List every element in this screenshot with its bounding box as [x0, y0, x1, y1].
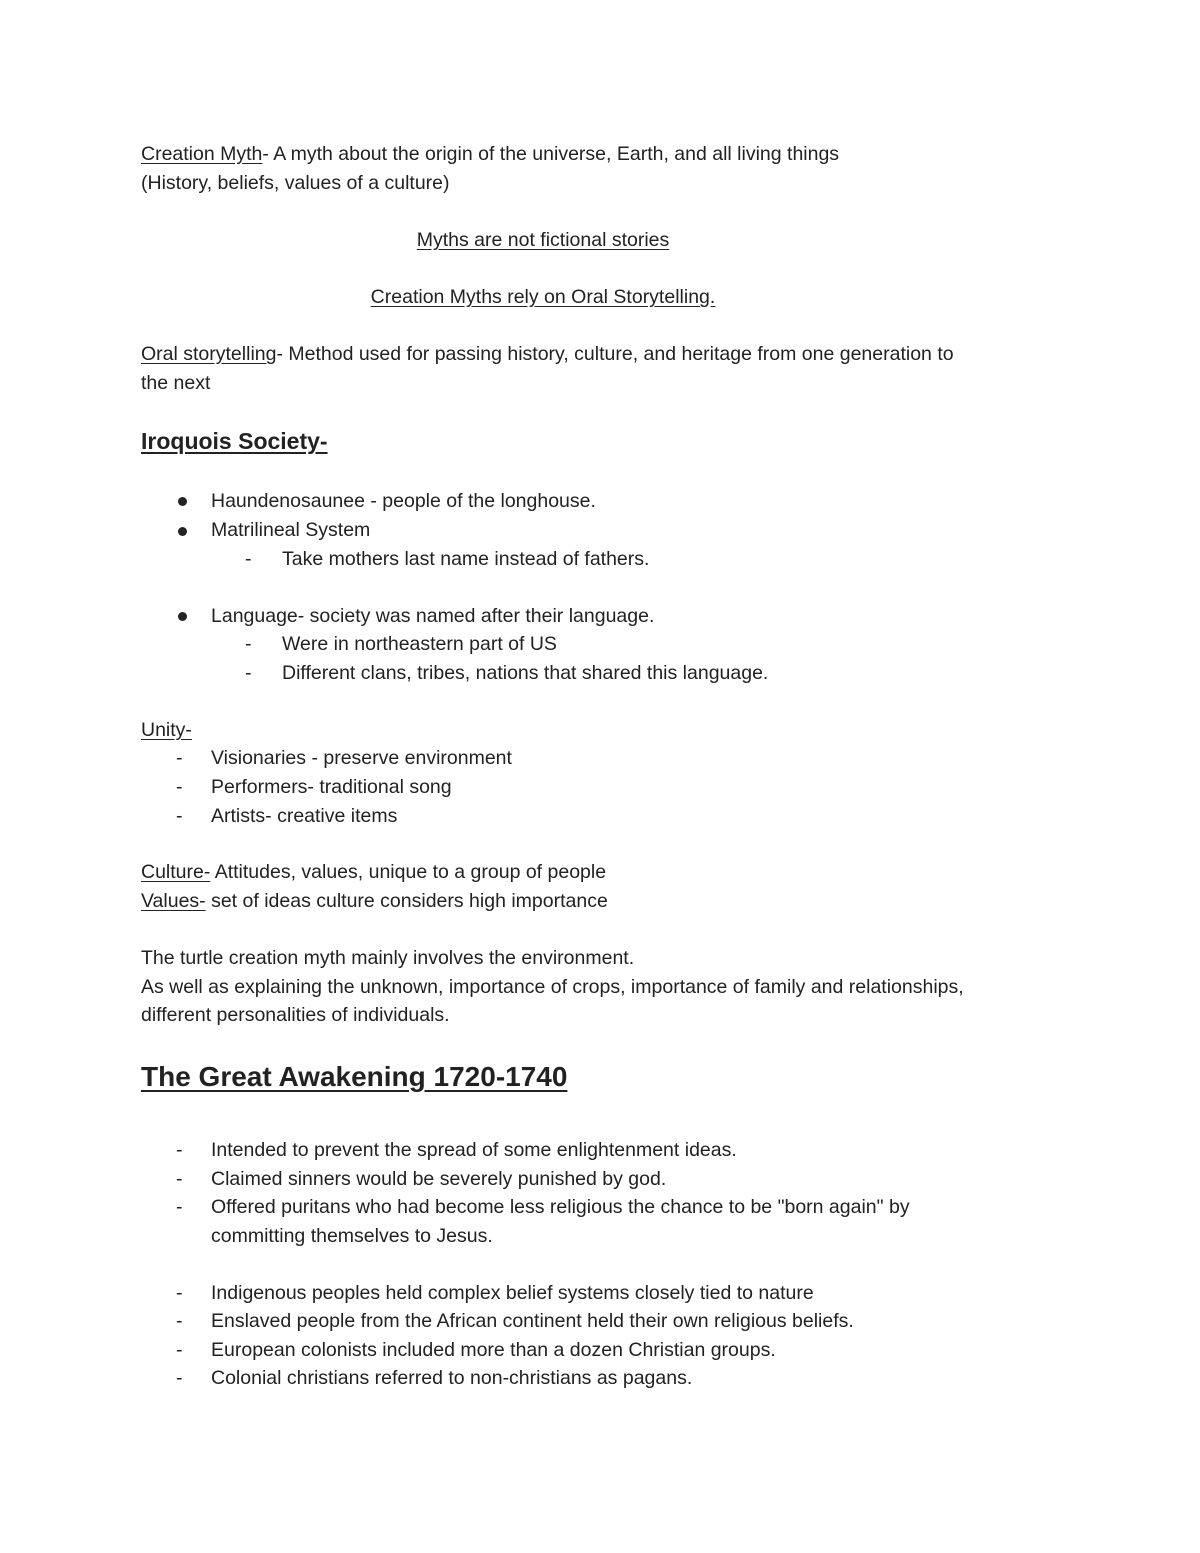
dash-icon: - — [176, 747, 183, 769]
awakening-item-5: Enslaved people from the African continent held their own religious beliefs. — [211, 1310, 854, 1332]
bullet-icon — [178, 497, 187, 506]
oral-storytelling-term: Oral storytelling — [141, 343, 277, 365]
values-term: Values- — [141, 890, 206, 912]
oral-storytelling-definition — [141, 340, 954, 368]
culture-text: Attitudes, values, unique to a group of people — [210, 861, 607, 883]
dash-icon: - — [176, 1282, 183, 1304]
awakening-item-3-continuation: committing themselves to Jesus. — [211, 1225, 493, 1247]
dash-icon: - — [176, 805, 183, 827]
iroquois-bullet-2: Matrilineal System — [211, 519, 371, 541]
dash-icon: - — [245, 662, 252, 684]
dash-icon: - — [176, 1310, 183, 1332]
language-subitem-1: Were in northeastern part of US — [282, 633, 557, 655]
unity-item-2: Performers- traditional song — [211, 776, 452, 798]
unity-item-3: Artists- creative items — [211, 805, 398, 827]
dash-icon: - — [245, 633, 252, 655]
creation-myth-term: Creation Myth — [141, 143, 263, 165]
turtle-line-1: The turtle creation myth mainly involves the environment. — [141, 947, 635, 969]
unity-item-1: Visionaries - preserve environment — [211, 747, 512, 769]
dash-icon: - — [176, 776, 183, 798]
turtle-line-3: different personalities of individuals. — [141, 1004, 450, 1026]
awakening-item-2: Claimed sinners would be severely punished by god. — [211, 1168, 667, 1190]
oral-storytelling-continuation: the next — [141, 372, 211, 394]
dash-icon: - — [176, 1139, 183, 1161]
creation-myth-definition — [141, 140, 839, 168]
values-definition — [141, 887, 608, 915]
iroquois-bullet-3: Language- society was named after their language. — [211, 605, 655, 627]
awakening-item-1: Intended to prevent the spread of some enlightenment ideas. — [211, 1139, 737, 1161]
unity-heading: Unity- — [141, 719, 192, 741]
language-subitem-2: Different clans, tribes, nations that shared this language. — [282, 662, 769, 684]
culture-term: Culture- — [141, 861, 211, 883]
iroquois-bullet-1: Haundenosaunee - people of the longhouse. — [211, 490, 596, 512]
awakening-item-4: Indigenous peoples held complex belief systems closely tied to nature — [211, 1282, 814, 1304]
bullet-icon — [178, 527, 187, 536]
creation-myth-text: - A myth about the origin of the universe, Earth, and all living things — [262, 143, 840, 165]
dash-icon: - — [176, 1168, 183, 1190]
centered-statement-1: Myths are not fictional stories — [416, 229, 670, 251]
awakening-item-6: European colonists included more than a dozen Christian groups. — [211, 1339, 776, 1361]
awakening-item-3: Offered puritans who had become less religious the chance to be "born again" by — [211, 1196, 910, 1218]
oral-storytelling-text: - Method used for passing history, culture, and heritage from one generation to — [276, 343, 954, 365]
awakening-item-7: Colonial christians referred to non-christians as pagans. — [211, 1367, 693, 1389]
dash-icon: - — [176, 1196, 183, 1218]
dash-icon: - — [245, 548, 252, 570]
dash-icon: - — [176, 1339, 183, 1361]
bullet-icon — [178, 612, 187, 621]
centered-statement-2: Creation Myths rely on Oral Storytelling. — [370, 286, 716, 308]
culture-definition — [141, 858, 606, 886]
values-text: set of ideas culture considers high importance — [205, 890, 608, 912]
dash-icon: - — [176, 1367, 183, 1389]
iroquois-heading: Iroquois Society- — [141, 428, 328, 454]
creation-myth-subtext: (History, beliefs, values of a culture) — [141, 172, 450, 194]
matrilineal-subitem: Take mothers last name instead of fathers. — [282, 548, 650, 570]
great-awakening-heading: The Great Awakening 1720-1740 — [141, 1061, 568, 1092]
turtle-line-2: As well as explaining the unknown, importance of crops, importance of family and relationships, — [141, 976, 964, 998]
